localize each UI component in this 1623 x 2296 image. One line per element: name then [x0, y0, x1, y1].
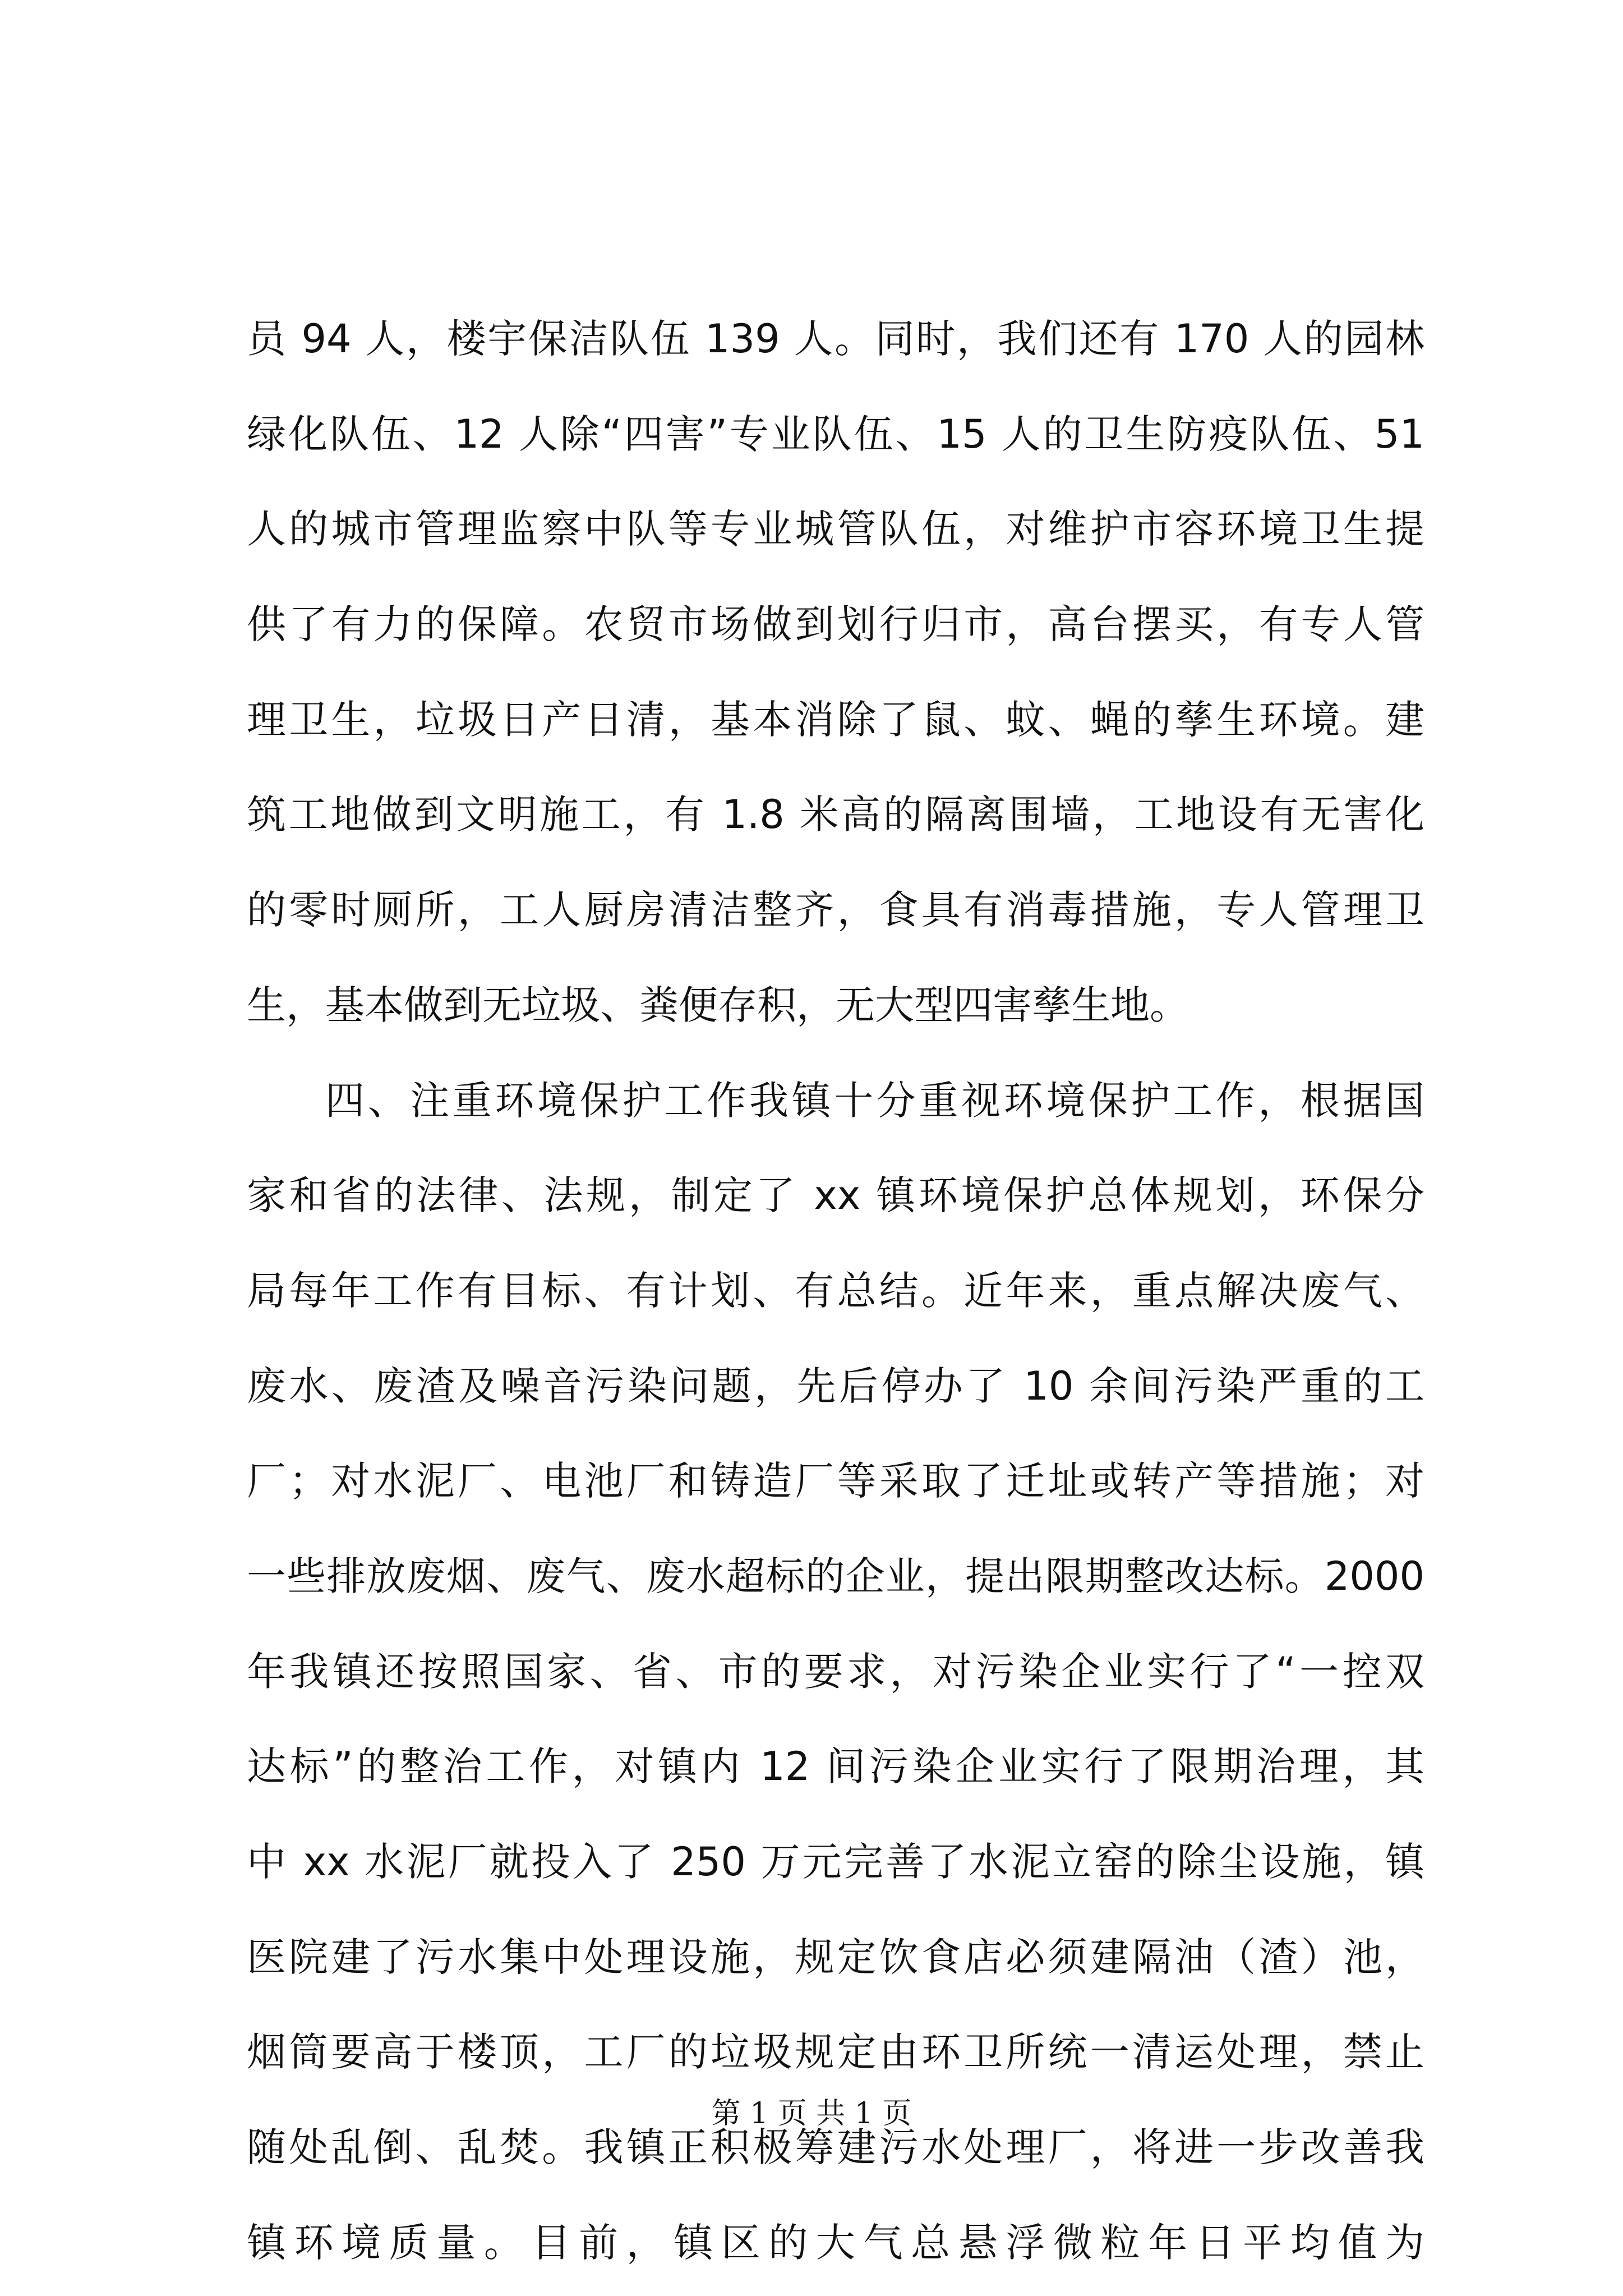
- text-line: 的零时厕所，工人厨房清洁整齐，食具有消毒措施，专人管理卫: [247, 887, 1424, 933]
- text-line: 厂；对水泥厂、电池厂和铸造厂等采取了迁址或转产等措施；对: [247, 1458, 1424, 1504]
- text-line: 废水、废渣及噪音污染问题，先后停办了 10 余间污染严重的工: [247, 1363, 1424, 1409]
- text-line: 达标”的整治工作，对镇内 12 间污染企业实行了限期治理，其: [247, 1743, 1424, 1790]
- text-line: 烟筒要高于楼顶，工厂的垃圾规定由环卫所统一清运处理，禁止: [247, 2029, 1424, 2076]
- text-line: 中 xx 水泥厂就投入了 250 万元完善了水泥立窑的除尘设施，镇: [247, 1839, 1424, 1885]
- paragraph-heading-line: 四、注重环境保护工作我镇十分重视环境保护工作，根据国: [325, 1077, 1424, 1124]
- text-line: 医院建了污水集中处理设施，规定饮食店必须建隔油（渣）池，: [247, 1934, 1424, 1980]
- text-line: 局每年工作有目标、有计划、有总结。近年来，重点解决废气、: [247, 1267, 1424, 1314]
- text-line: 随处乱倒、乱焚。我镇正积极筹建污水处理厂，将进一步改善我: [247, 2124, 1424, 2171]
- body-text: [247, 292, 1424, 2290]
- text-line: 绿化队伍、12 人除“四害”专业队伍、15 人的卫生防疫队伍、51: [247, 411, 1424, 457]
- text-line: 人的城市管理监察中队等专业城管队伍，对维护市容环境卫生提: [247, 506, 1424, 553]
- text-line: 供了有力的保障。农贸市场做到划行归市，高台摆买，有专人管: [247, 601, 1424, 648]
- text-line: 家和省的法律、法规，制定了 xx 镇环境保护总体规划，环保分: [247, 1172, 1424, 1219]
- text-line: 生，基本做到无垃圾、粪便存积，无大型四害孳生地。: [247, 982, 1189, 1028]
- text-line: 镇环境质量。目前，镇区的大气总悬浮微粒年日平均值为: [247, 2219, 1424, 2266]
- text-line: 员 94 人，楼宇保洁队伍 139 人。同时，我们还有 170 人的园林: [247, 316, 1424, 362]
- text-line: 一些排放废烟、废气、废水超标的企业，提出限期整改达标。2000: [247, 1553, 1424, 1599]
- page-number: 第 1 页 共 1 页: [711, 2097, 912, 2131]
- text-line: 年我镇还按照国家、省、市的要求，对污染企业实行了“一控双: [247, 1648, 1424, 1695]
- text-line: 理卫生，垃圾日产日清，基本消除了鼠、蚊、蝇的孳生环境。建: [247, 696, 1424, 743]
- text-line: 筑工地做到文明施工，有 1.8 米高的隔离围墙，工地设有无害化: [247, 792, 1424, 838]
- page-footer: [0, 2090, 1623, 2132]
